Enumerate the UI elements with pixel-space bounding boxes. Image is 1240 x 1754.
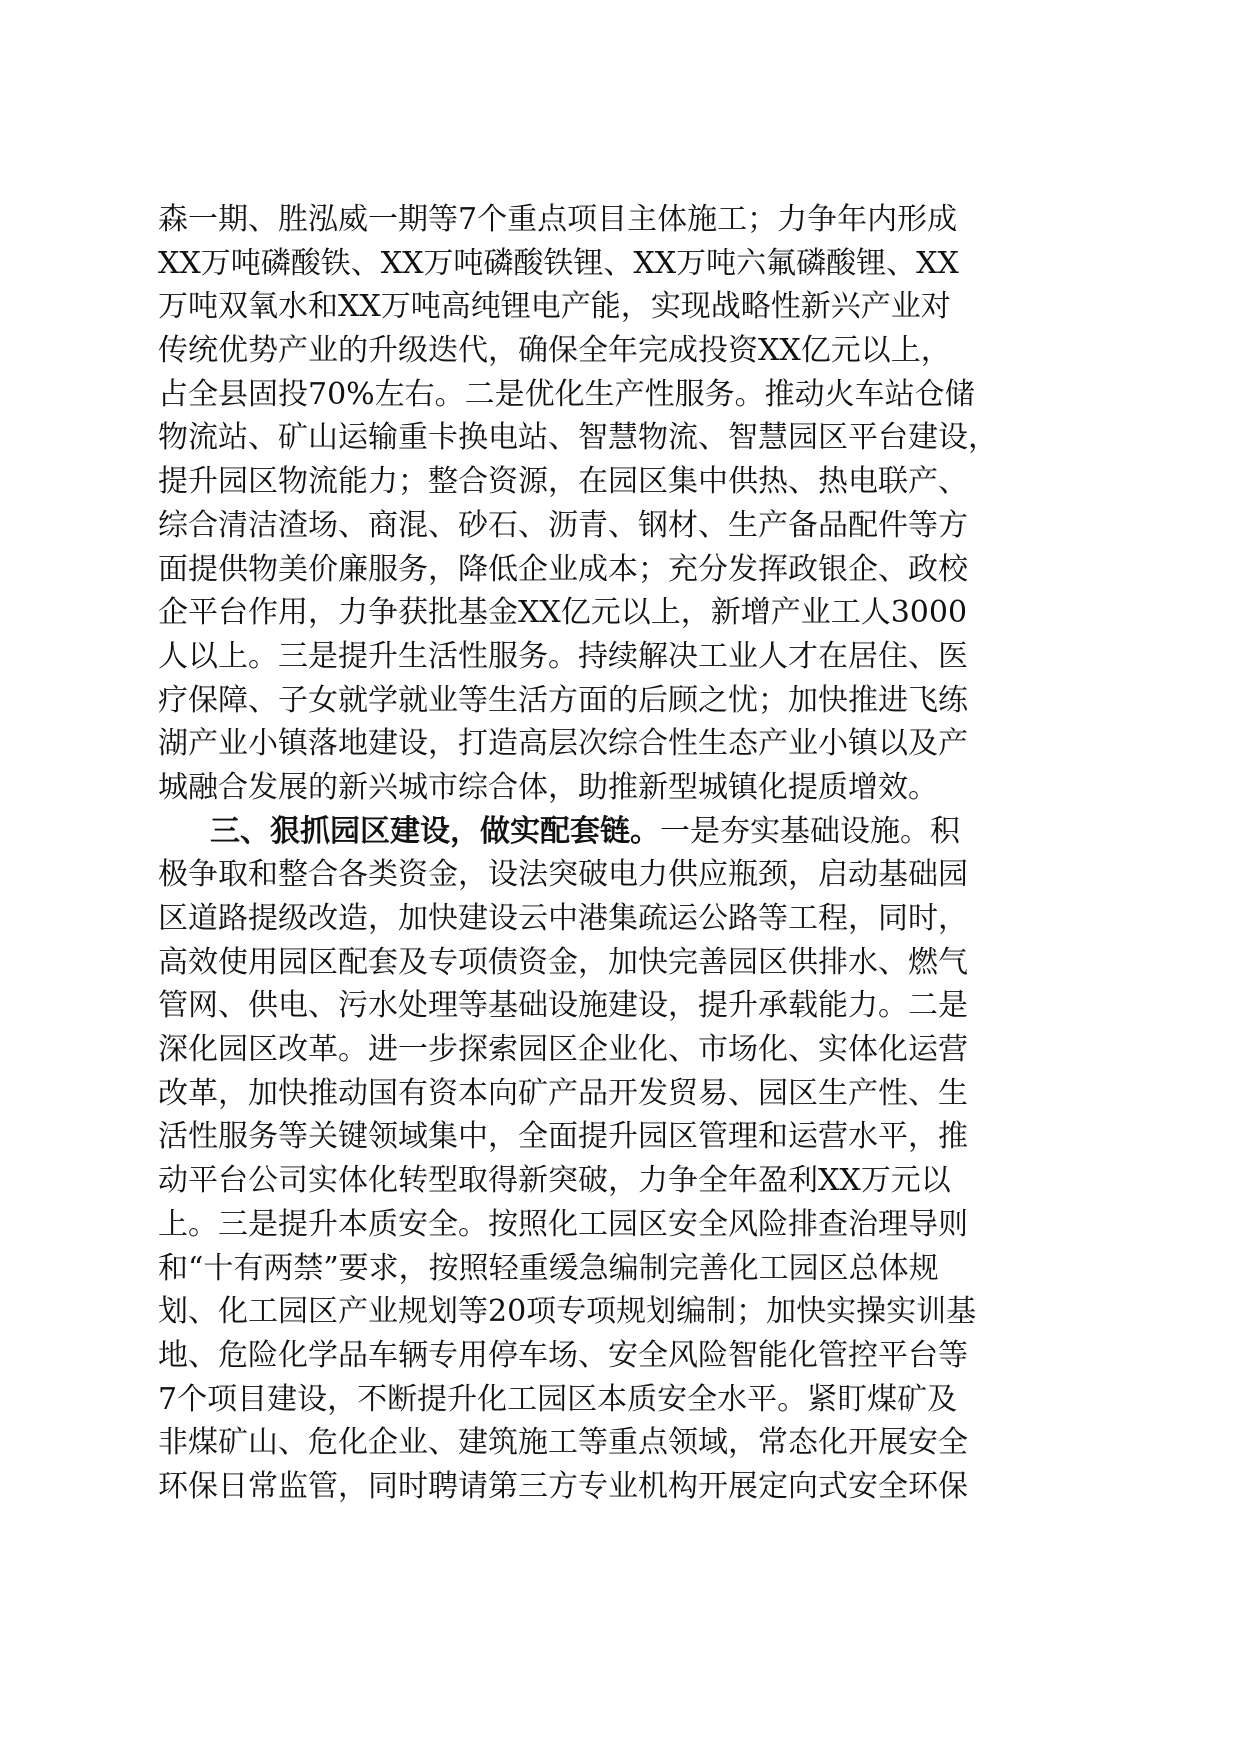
text-line bbox=[158, 504, 1088, 548]
line-text: 非煤矿山、危化企业、建筑施工等重点领域，常态化开展安全 bbox=[158, 1425, 968, 1461]
text-line bbox=[158, 1159, 1088, 1203]
section-heading-line bbox=[158, 810, 1088, 854]
line-text: 活性服务等关键领域集中，全面提升园区管理和运营水平，推 bbox=[158, 1119, 968, 1155]
text-line bbox=[158, 1203, 1088, 1247]
line-text: XX万吨磷酸铁、XX万吨磷酸铁锂、XX万吨六氟磷酸锂、XX bbox=[158, 245, 959, 281]
line-text: 占全县固投70%左右。二是优化生产性服务。推动火车站仓储 bbox=[158, 376, 975, 412]
text-line bbox=[158, 1334, 1088, 1378]
text-line bbox=[158, 984, 1088, 1028]
text-line bbox=[158, 373, 1088, 417]
line-text: 综合清洁渣场、商混、砂石、沥青、钢材、生产备品配件等方 bbox=[158, 507, 968, 543]
text-line bbox=[158, 1378, 1088, 1422]
line-text: 面提供物美价廉服务，降低企业成本；充分发挥政银企、政校 bbox=[158, 551, 968, 587]
line-text: 高效使用园区配套及专项债资金，加快完善园区供排水、燃气 bbox=[158, 944, 968, 980]
line-text: 地、危险化学品车辆专用停车场、安全风险智能化管控平台等 bbox=[158, 1337, 968, 1373]
text-line bbox=[158, 198, 1088, 242]
text-line bbox=[158, 1465, 1088, 1509]
text-line bbox=[158, 329, 1088, 373]
text-line bbox=[158, 635, 1088, 679]
line-text: 万吨双氧水和XX万吨高纯锂电产能，实现战略性新兴产业对 bbox=[158, 289, 951, 325]
section-heading: 三、狠抓园区建设，做实配套链。 bbox=[210, 813, 660, 849]
line-text: 区道路提级改造，加快建设云中港集疏运公路等工程，同时， bbox=[158, 901, 968, 936]
line-text: 改革，加快推动国有资本向矿产品开发贸易、园区生产性、生 bbox=[158, 1075, 968, 1111]
line-text: 动平台公司实体化转型取得新突破，力争全年盈利XX万元以 bbox=[158, 1163, 951, 1199]
text-line bbox=[158, 1247, 1088, 1291]
line-text: 企平台作用，力争获批基金XX亿元以上，新增产业工人3000 bbox=[158, 595, 968, 631]
text-line bbox=[158, 548, 1088, 592]
line-text: 一是夯实基础设施。积 bbox=[660, 813, 960, 849]
text-line bbox=[158, 853, 1088, 897]
line-text: 城融合发展的新兴城市综合体，助推新型城镇化提质增效。 bbox=[158, 769, 938, 805]
text-line bbox=[158, 1072, 1088, 1116]
line-text: 极争取和整合各类资金，设法突破电力供应瓶颈，启动基础园 bbox=[158, 857, 968, 893]
text-line bbox=[158, 591, 1088, 635]
line-text: 湖产业小镇落地建设，打造高层次综合性生态产业小镇以及产 bbox=[158, 726, 968, 762]
line-text: 管网、供电、污水处理等基础设施建设，提升承载能力。二是 bbox=[158, 988, 968, 1024]
text-line bbox=[158, 416, 1088, 460]
body-text bbox=[158, 198, 1088, 1509]
text-line bbox=[158, 460, 1088, 504]
text-line bbox=[158, 1421, 1088, 1465]
text-line bbox=[158, 941, 1088, 985]
text-line bbox=[158, 285, 1088, 329]
line-text: 提升园区物流能力；整合资源，在园区集中供热、热电联产、 bbox=[158, 464, 968, 500]
line-text: 疗保障、子女就学就业等生活方面的后顾之忧；加快推进飞练 bbox=[158, 682, 968, 718]
text-line bbox=[158, 897, 1088, 941]
line-text: 森一期、胜泓威一期等7个重点项目主体施工；力争年内形成 bbox=[158, 202, 958, 237]
text-line bbox=[158, 1290, 1088, 1334]
text-line bbox=[158, 766, 1088, 810]
text-line bbox=[158, 242, 1088, 286]
line-text: 划、化工园区产业规划等20项专项规划编制；加快实操实训基 bbox=[158, 1294, 977, 1330]
text-line bbox=[158, 679, 1088, 723]
line-text: 传统优势产业的升级迭代，确保全年完成投资XX亿元以上， bbox=[158, 333, 951, 369]
line-text: 上。三是提升本质安全。按照化工园区安全风险排查治理导则 bbox=[158, 1206, 968, 1242]
line-text: 深化园区改革。进一步探索园区企业化、市场化、实体化运营 bbox=[158, 1032, 968, 1068]
text-line bbox=[158, 1028, 1088, 1072]
line-text: 物流站、矿山运输重卡换电站、智慧物流、智慧园区平台建设， bbox=[158, 420, 998, 456]
text-line bbox=[158, 722, 1088, 766]
line-text: 7个项目建设，不断提升化工园区本质安全水平。紧盯煤矿及 bbox=[158, 1381, 958, 1417]
line-text: 人以上。三是提升生活性服务。持续解决工业人才在居住、医 bbox=[158, 638, 968, 674]
line-text: 环保日常监管，同时聘请第三方专业机构开展定向式安全环保 bbox=[158, 1468, 968, 1504]
text-line bbox=[158, 1115, 1088, 1159]
line-text: 和“十有两禁”要求，按照轻重缓急编制完善化工园区总体规 bbox=[158, 1250, 939, 1286]
